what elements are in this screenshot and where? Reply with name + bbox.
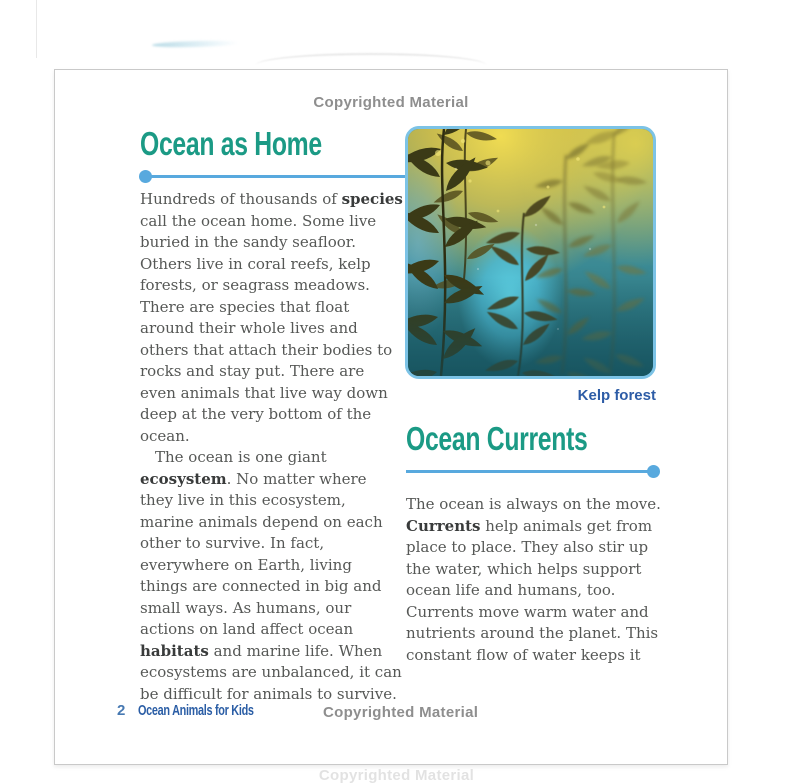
right-text-column [406, 494, 663, 666]
section-heading-ocean-currents [406, 422, 648, 457]
rule-dot-icon [647, 465, 660, 478]
scan-edge-artifact [36, 0, 37, 58]
kelp-forest-photo [405, 126, 656, 379]
copyright-notice-ghost: Copyrighted Material [318, 767, 475, 784]
book-page [54, 69, 728, 765]
section-heading-ocean-as-home [140, 127, 382, 162]
rule-line [150, 175, 406, 178]
section-heading-text: Ocean Currents [406, 420, 588, 457]
paragraph-ecosystem: The ocean is one giant ecosystem. No matter where they live in this ecosystem, marine animals depend on each other to survive. In fact, everywhere on Earth, living things are connected in big and small ways. As humans, our actions on land affect ocean habitats and marine life. When ecosystems are unbalanced, it can be difficult for animals to survive. [140, 448, 402, 703]
page-footer [55, 702, 727, 722]
scan-smudge-arc [256, 53, 486, 65]
photo-caption: Kelp forest [577, 387, 656, 404]
book-title [138, 703, 292, 719]
section-heading-text: Ocean as Home [140, 125, 322, 162]
book-title-text: Ocean Animals for Kids [138, 703, 254, 719]
rule-line [406, 470, 649, 473]
scan-smudge-teal [152, 40, 240, 48]
heading-rule-left [139, 170, 406, 183]
copyright-notice-bottom: Copyrighted Material [323, 704, 479, 721]
kelp-forest-illustration [408, 129, 653, 376]
copyright-notice-top: Copyrighted Material [313, 94, 469, 111]
heading-rule-right [406, 465, 660, 478]
paragraph-species: Hundreds of thousands of species call the ocean home. Some live buried in the sandy seafloor. Others live in coral reefs, kelp forests, or seagrass meadows. There are species that float around their whole lives and others that attach their bodies to rocks and stay put. There are even animals that live way down deep at the very bottom of the ocean. [140, 190, 403, 445]
paragraph-currents: The ocean is always on the move. Currents help animals get from place to place. They also stir up the water, which helps support ocean life and humans, too. Currents move warm water and nutrients around the planet. This constant flow of water keeps it [406, 495, 661, 664]
left-text-column [140, 189, 403, 705]
page-number: 2 [117, 702, 126, 719]
